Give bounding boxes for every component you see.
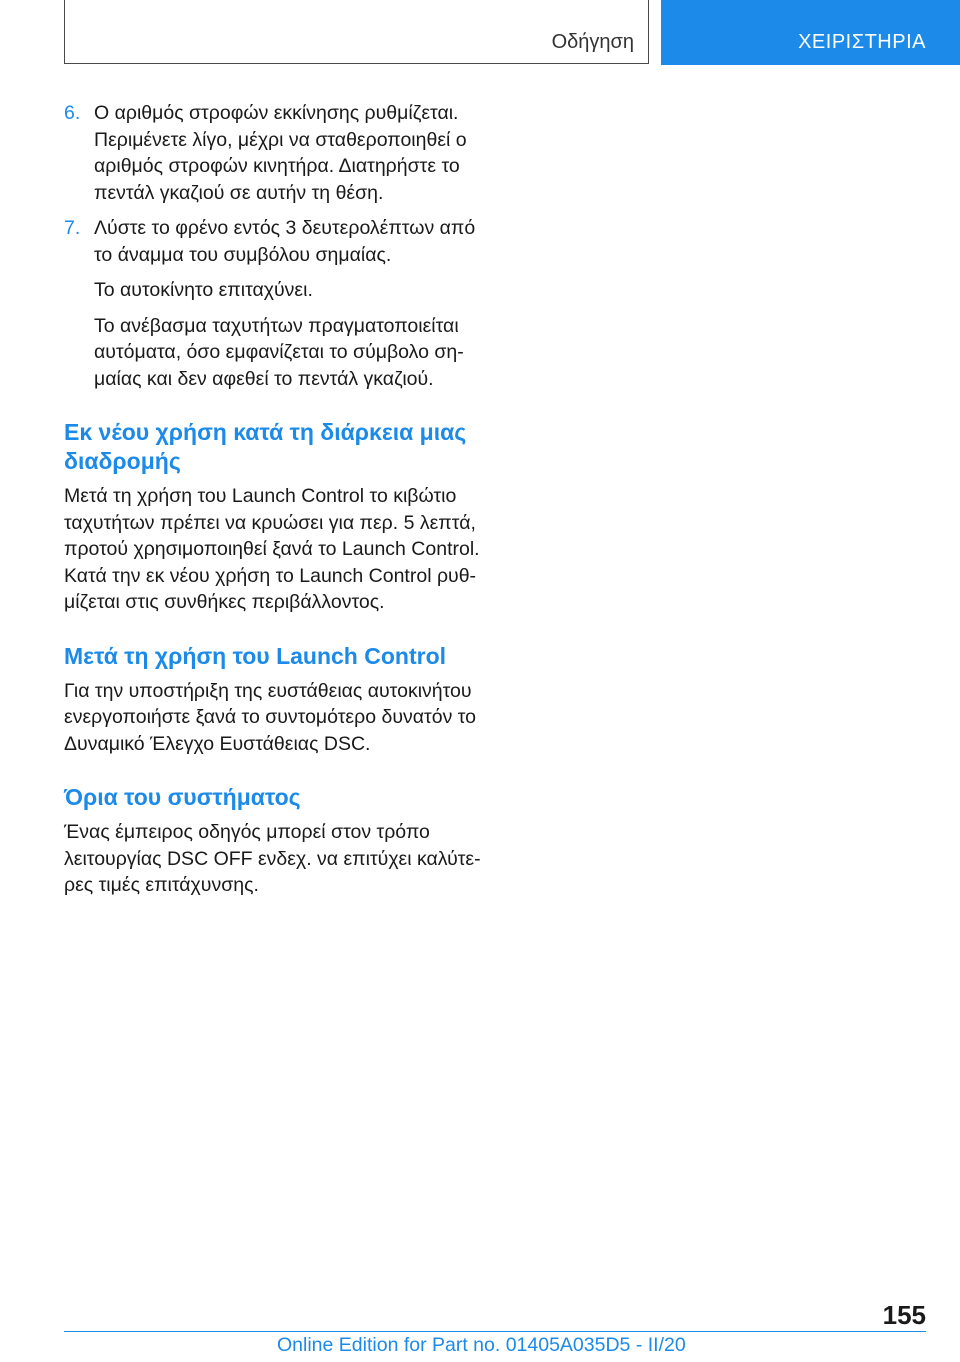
page-number: 155 xyxy=(882,1300,926,1330)
section-heading-after-use: Μετά τη χρήση του Launch Control xyxy=(64,642,447,669)
step-text: Λύστε το φρένο εντός 3 δευτερολέπτων από το άναμμα του συμβόλου σημαίας. xyxy=(94,217,476,266)
header-chapter-tab xyxy=(661,0,960,65)
step-note: Το ανέβασμα ταχυτήτων πραγματοποιείται αυτόματα, όσο εμφανίζεται το σύμβολο ση-μαίας και δεν αφεθεί το πεντάλ γκαζιού. xyxy=(94,314,464,390)
step-text: Ο αριθμός στροφών εκκίνησης ρυθμίζεται. Περιμένετε λίγο, μέχρι να σταθεροποιηθεί ο αριθμός στροφών κινητήρα. Διατηρήστε το πεντάλ γκαζιού σε αυτήν τη θέση. xyxy=(94,102,467,204)
step-6 xyxy=(64,100,484,206)
section-heading-limits: Όρια του συστήματος xyxy=(64,784,301,810)
header-section-tab xyxy=(64,0,649,64)
section-text-after-use: Για την υποστήριξη της ευστάθειας αυτοκινήτου ενεργοποιήστε ξανά το συντομότερο δυνατόν το Δυναμικό Έλεγχο Ευστάθειας DSC. xyxy=(64,679,477,755)
footer-divider xyxy=(64,1331,926,1332)
header-section-title: Οδήγηση xyxy=(551,31,634,53)
footer-edition-link[interactable]: Online Edition for Part no. 01405A035D5 - II/20 xyxy=(277,1334,686,1356)
step-7 xyxy=(64,215,484,392)
section-text-reuse: Μετά τη χρήση του Launch Control το κιβώτιο ταχυτήτων πρέπει να κρυώσει για περ. 5 λεπτά, προτού χρησιμοποιηθεί ξανά το Launch Control. Κατά την εκ νέου χρήση το Launch Control ρυθ-μίζεται στις συνθήκες περιβάλλοντος. xyxy=(64,485,480,613)
step-result: Το αυτοκίνητο επιταχύνει. xyxy=(94,279,313,301)
step-number: 7. xyxy=(64,217,81,239)
section-text-limits: Ένας έμπειρος οδηγός μπορεί στον τρόπο λειτουργίας DSC OFF ενδεχ. να επιτύχει καλύτε-ρες τιμές επιτάχυνσης. xyxy=(64,821,481,896)
page-content xyxy=(64,100,484,899)
step-number: 6. xyxy=(64,102,81,124)
header-chapter-title: ΧΕΙΡΙΣΤΗΡΙΑ xyxy=(798,31,926,53)
section-heading-reuse: Εκ νέου χρήση κατά τη διάρκεια μιας διαδρομής xyxy=(64,419,467,474)
